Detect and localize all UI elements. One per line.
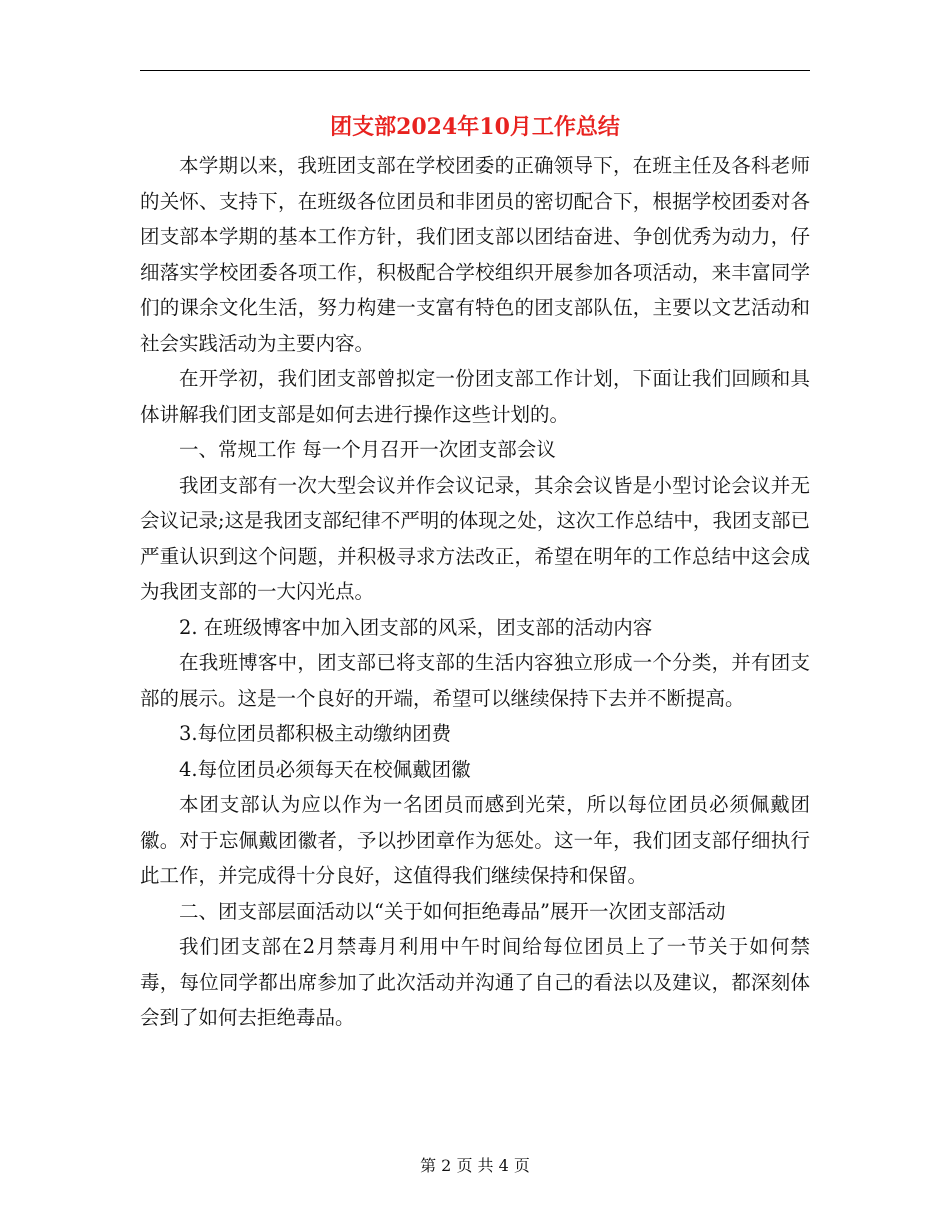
- paragraph-blog: 在我班博客中，团支部已将支部的生活内容独立形成一个分类，并有团支部的展示。这是一个良好的开端，希望可以继续保持下去并不断提高。: [140, 651, 810, 710]
- item-heading-fees: 3.每位团员都积极主动缴纳团费: [179, 722, 452, 745]
- paragraph-intro: 本学期以来，我班团支部在学校团委的正确领导下，在班主任及各科老师的关怀、支持下，在班级各位团员和非团员的密切配合下，根据学校团委对各团支部本学期的基本工作方针，我们团支部以团结奋进、争创优秀为动力，仔细落实学校团委各项工作，积极配合学校组织开展参加各项活动，来丰富同学们的课余文化生活，努力构建一支富有特色的团支部队伍，主要以文艺活动和社会实践活动为主要内容。: [140, 154, 810, 355]
- document-title: 团支部2024年10月工作总结: [330, 114, 620, 140]
- paragraph-meeting: 我团支部有一次大型会议并作会议记录，其余会议皆是小型讨论会议并无会议记录;这是我团支部纪律不严明的体现之处，这次工作总结中，我团支部已严重认识到这个问题，并积极寻求方法改正，希望在明年的工作总结中这会成为我团支部的一大闪光点。: [140, 473, 810, 603]
- paragraph-plan: 在开学初，我们团支部曾拟定一份团支部工作计划，下面让我们回顾和具体讲解我们团支部是如何去进行操作这些计划的。: [140, 367, 810, 426]
- item-heading-blog: 2. 在班级博客中加入团支部的风采，团支部的活动内容: [179, 615, 653, 639]
- section-heading-routine-work: 一、常规工作 每一个月召开一次团支部会议: [179, 438, 556, 461]
- paragraph-badge: 本团支部认为应以作为一名团员而感到光荣，所以每位团员必须佩戴团徽。对于忘佩戴团徽者，予以抄团章作为惩处。这一年，我们团支部仔细执行此工作，并完成得十分良好，这值得我们继续保持和保留。: [140, 793, 810, 887]
- page-number: 第 2 页 共 4 页: [420, 1156, 530, 1175]
- header-rule: [140, 70, 810, 71]
- document-body: [140, 148, 810, 1036]
- item-heading-badge: 4.每位团员必须每天在校佩戴团徽: [179, 757, 471, 781]
- section-heading-activity: 二、团支部层面活动以“关于如何拒绝毒品”展开一次团支部活动: [179, 899, 726, 923]
- paragraph-activity: 我们团支部在2月禁毒月利用中午时间给每位团员上了一节关于如何禁毒，每位同学都出席参加了此次活动并沟通了自己的看法以及建议，都深刻体会到了如何去拒绝毒品。: [140, 935, 810, 1029]
